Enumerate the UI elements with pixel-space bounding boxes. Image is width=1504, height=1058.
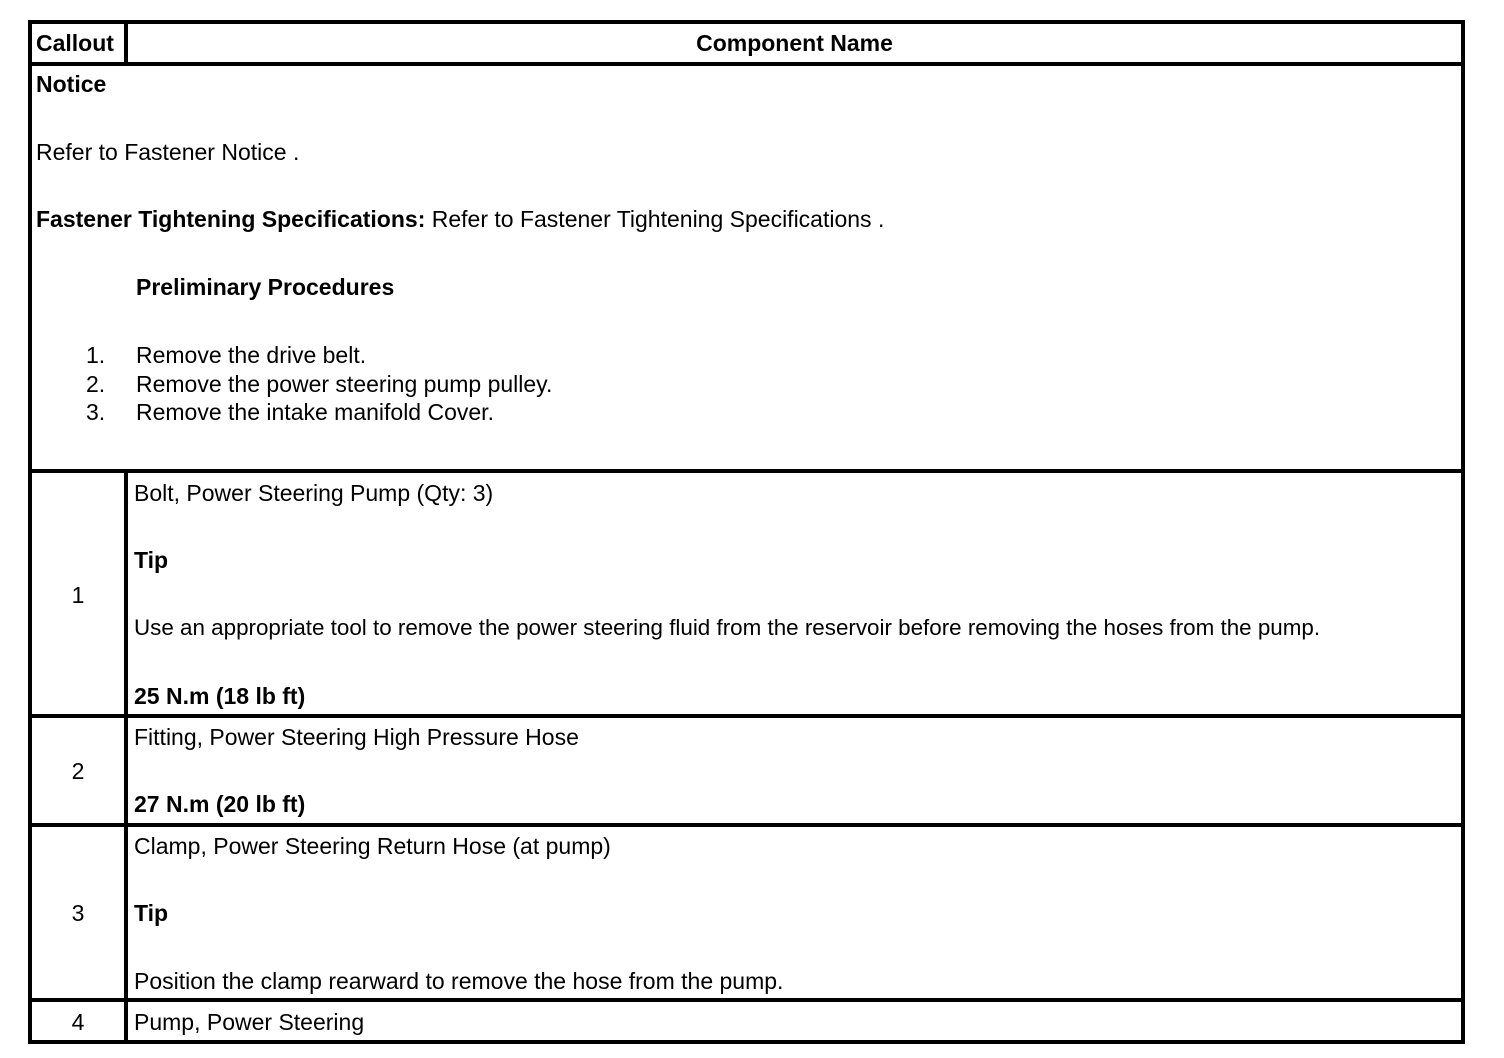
- tip-text: Position the clamp rearward to remove the hose from the pump.: [134, 968, 784, 994]
- header-callout: Callout: [36, 30, 114, 56]
- header-component-name: Component Name: [696, 30, 893, 56]
- torque-spec: 27 N.m (20 lb ft): [134, 791, 306, 817]
- tip-heading: Tip: [134, 547, 169, 573]
- table-border-top: [28, 20, 1465, 24]
- torque-spec: 25 N.m (18 lb ft): [134, 683, 306, 709]
- procedures-heading: Preliminary Procedures: [136, 274, 395, 300]
- procedure-text: Remove the intake manifold Cover.: [136, 399, 494, 425]
- table-border-right: [1461, 20, 1465, 1044]
- callout-number: 3: [71, 900, 85, 926]
- component-name: Fitting, Power Steering High Pressure Hose: [134, 724, 579, 750]
- procedure-number: 1.: [86, 342, 106, 368]
- intro-divider: [28, 469, 1465, 473]
- column-divider: [124, 469, 128, 1044]
- table-border-left: [28, 20, 32, 1044]
- callout-number: 1: [71, 582, 85, 608]
- notice-heading: Notice: [36, 71, 107, 97]
- notice-text: Refer to Fastener Notice .: [36, 139, 300, 165]
- tip-heading: Tip: [134, 900, 169, 926]
- procedure-number: 2.: [86, 371, 106, 397]
- component-name: Pump, Power Steering: [134, 1009, 365, 1035]
- procedure-text: Remove the power steering pump pulley.: [136, 371, 553, 397]
- tip-text: Use an appropriate tool to remove the power steering fluid from the reservoir before removing the hoses from the pump.: [134, 615, 1321, 640]
- row-divider: [28, 823, 1465, 827]
- row-divider: [28, 998, 1465, 1002]
- fastener-spec-text: Refer to Fastener Tightening Specifications .: [425, 206, 885, 232]
- table-border-bottom: [28, 1040, 1465, 1044]
- procedure-text: Remove the drive belt.: [136, 342, 367, 368]
- callout-number: 4: [71, 1009, 85, 1035]
- fastener-spec-label: Fastener Tightening Specifications:: [36, 206, 426, 232]
- component-name: Clamp, Power Steering Return Hose (at pump): [134, 833, 611, 859]
- header-divider: [28, 62, 1465, 66]
- procedure-number: 3.: [86, 399, 106, 425]
- callout-number: 2: [71, 758, 85, 784]
- row-divider: [28, 714, 1465, 718]
- component-name: Bolt, Power Steering Pump (Qty: 3): [134, 480, 494, 506]
- fastener-spec-line: [36, 206, 884, 232]
